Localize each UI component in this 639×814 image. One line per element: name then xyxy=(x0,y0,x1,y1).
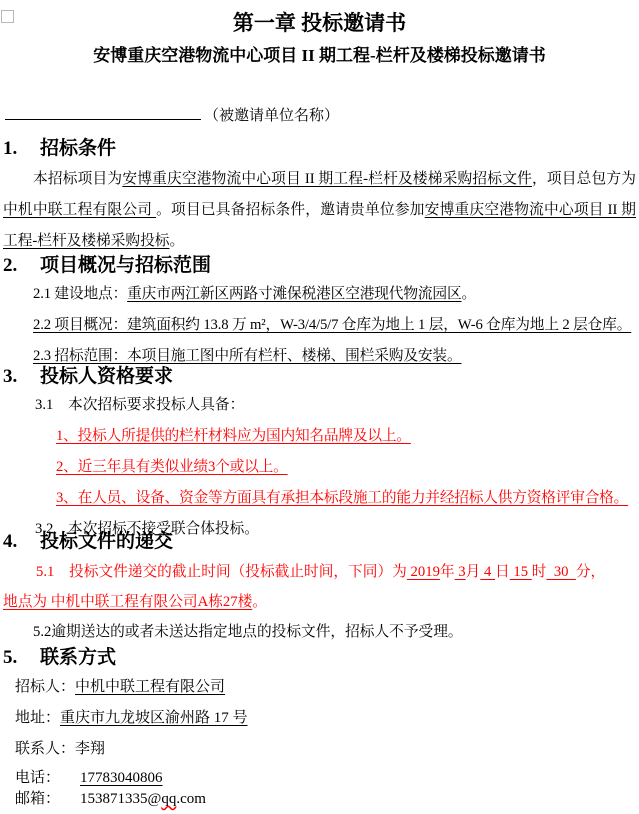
address-value: 重庆市九龙坡区渝州路 17 号 xyxy=(60,710,248,726)
text-run: 分， xyxy=(575,564,606,580)
underlined-requirement: 2、近三年具有类似业绩3个或以上。 xyxy=(56,459,288,475)
item-label: 2.1 建设地点： xyxy=(33,286,128,302)
underlined-project-name: 安博重庆空港物流中心项目 II 期工程-栏杆及楼梯采购招标文件 xyxy=(122,171,532,187)
section-4-title: 投标文件的递交 xyxy=(40,531,174,552)
section-2-number: 2. xyxy=(3,255,18,276)
item-3-1: 3.1 本次招标要求投标人具备： xyxy=(35,397,245,413)
section-1-title: 招标条件 xyxy=(40,138,117,159)
text-run: 日 xyxy=(495,564,510,580)
underlined-month: 3 xyxy=(454,564,466,580)
section-1-number: 1. xyxy=(3,138,18,159)
text-run: ，项目总包方为 xyxy=(531,171,636,187)
table-corner-mark xyxy=(1,10,14,23)
bidder-label: 招标人： xyxy=(15,679,76,695)
email-label: 邮箱： xyxy=(15,791,61,807)
item-3-2: 3.2 本次招标不接受联合体投标。 xyxy=(35,521,259,537)
section-5-heading xyxy=(3,645,636,671)
invitee-label: （被邀请单位名称） xyxy=(204,108,340,124)
item-2-2-overview xyxy=(3,310,636,341)
section-3-number: 3. xyxy=(3,366,18,387)
text-run: 。 xyxy=(461,286,477,302)
text-run: 。项目已具备招标条件，邀请贵单位参加 xyxy=(156,202,425,218)
underlined-year: 2019 xyxy=(406,564,440,580)
underlined-contractor-name: 中机中联工程有限公司 xyxy=(3,202,157,218)
email-spellcheck-segment: qq xyxy=(161,791,177,807)
tender-conditions-paragraph xyxy=(3,164,636,257)
contact-person-label: 联系人： xyxy=(15,741,76,757)
email-value-tail: .com xyxy=(176,791,206,807)
underlined-hour: 15 xyxy=(509,564,532,580)
text-run: 月 xyxy=(465,564,481,580)
section-2-heading xyxy=(3,253,636,279)
text-run: 5.1 投标文件递交的截止时间（投标截止时间，下同）为 xyxy=(36,564,407,580)
phone-number: 17783040806 xyxy=(80,770,163,786)
underlined-location: 重庆市两江新区两路寸滩保税港区空港现代物流园区 xyxy=(127,286,462,302)
text-run: 年 xyxy=(439,564,455,580)
section-5-title: 联系方式 xyxy=(40,647,117,668)
invitee-blank-field[interactable] xyxy=(5,104,201,120)
section-2-title: 项目概况与招标范围 xyxy=(40,255,212,276)
address-label: 地址： xyxy=(15,710,61,726)
contact-person-line xyxy=(3,737,636,761)
requirement-1 xyxy=(3,421,636,452)
bidder-name: 中机中联工程有限公司 xyxy=(75,679,226,695)
requirement-2 xyxy=(3,452,636,483)
chapter-title: 第一章 投标邀请书 xyxy=(232,11,407,35)
section-4-heading xyxy=(3,529,636,555)
underlined-scope: 2.3 招标范围：本项目施工图中所有栏杆、楼梯、围栏采购及安装。 xyxy=(33,348,462,364)
document-page xyxy=(0,10,639,811)
underlined-minute: 30 xyxy=(546,564,576,580)
document-subtitle: 安博重庆空港物流中心项目 II 期工程-栏杆及楼梯投标邀请书 xyxy=(93,46,546,65)
contact-email-line xyxy=(3,787,636,811)
section-3-title: 投标人资格要求 xyxy=(40,366,174,387)
deadline-line-2 xyxy=(3,587,636,617)
invitee-line xyxy=(3,104,636,127)
item-2-1-location xyxy=(3,279,636,310)
text-run: 时 xyxy=(531,564,547,580)
item-5-2: 5.2逾期送达的或者未送达指定地点的投标文件，招标人不予受理。 xyxy=(33,624,463,640)
contact-person-name: 李翔 xyxy=(75,741,106,757)
underlined-requirement: 1、投标人所提供的栏杆材料应为国内知名品牌及以上。 xyxy=(56,428,411,444)
email-value: 153871335@ xyxy=(80,791,162,807)
section-5-number: 5. xyxy=(3,647,18,668)
section-1-heading xyxy=(3,136,636,162)
underlined-bid-name: 安博重庆空港物流中心项目 II 期工程-栏杆及楼梯采购投标 xyxy=(3,202,636,249)
text-run: 。 xyxy=(169,233,185,249)
section-4-number: 4. xyxy=(3,531,18,552)
text-run: 。 xyxy=(252,594,267,610)
text-run: 本招标项目为 xyxy=(33,171,123,187)
phone-label: 电话： xyxy=(15,770,61,786)
contact-address-line xyxy=(3,706,636,730)
underlined-overview: 2.2 项目概况：建筑面积约 13.8 万 m²，W-3/4/5/7 仓库为地上 1 层，W-6 仓库为地上 2 层仓库。 xyxy=(33,317,632,333)
underlined-day: 4 xyxy=(480,564,496,580)
contact-bidder-line xyxy=(3,675,636,699)
requirement-3 xyxy=(3,483,636,514)
underlined-submission-place: 地点为 中机中联工程有限公司A栋27楼 xyxy=(3,594,253,610)
deadline-line-1 xyxy=(3,557,636,587)
underlined-requirement: 3、在人员、设备、资金等方面具有承担本标段施工的能力并经招标人供方资格评审合格。 xyxy=(56,490,629,506)
